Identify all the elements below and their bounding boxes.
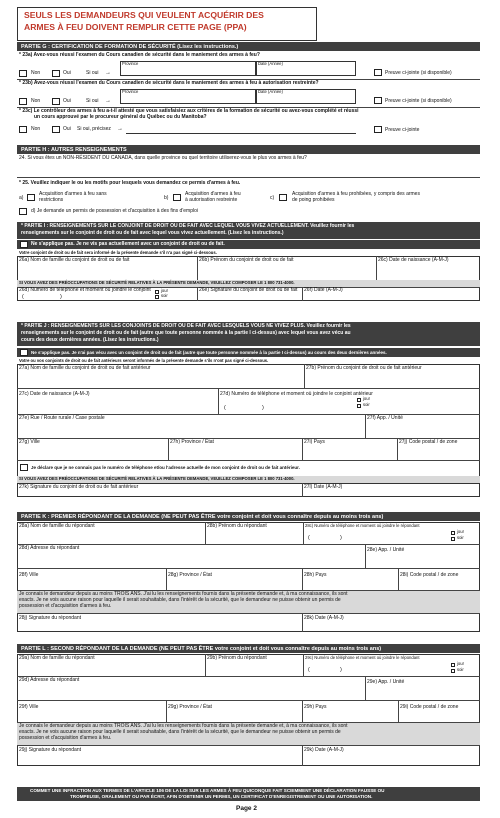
q23c-label-1: * 23c) Le contrôleur des armes à feu a-t-il attesté que vous satisfaisiez aux critères de la formation de sécurité ou avez-vous complété et réussi [19,108,359,114]
f26f-label: 26f) Date (A-M-J) [304,287,343,293]
q23b-province-field[interactable] [120,89,256,104]
part-k-statement-2: exacts. Je ne vois aucune raison pour laquelle il serait souhaitable, dans l'intérêt de la sécurité, que le demandeur ne puisse obtenir un permis de [19,597,341,603]
f27d-phone-paren-close: ) [262,405,264,411]
q25-label: * 25. Veuillez indiquer le ou les motifs pour lesquels vous demandez ce permis d'armes à feu. [19,180,241,186]
f29c-phone-paren-open: ( [308,667,310,673]
f27d-jour-label: jour [363,396,370,401]
q23b-oui-label: Oui [63,98,71,104]
f29b-label: 29b) Prénom du répondant [207,655,267,661]
page-header [17,7,317,41]
q23a-province-field[interactable] [120,61,256,76]
q25c-text-2: de poing prohibées [292,197,335,203]
f29c-soir-checkbox[interactable] [451,669,455,673]
part-i-na-label: Ne s'applique pas. Je ne vis pas actuellement avec un conjoint de droit ou de fait. [31,241,225,247]
f28b-label: 28b) Prénom du répondant [207,523,267,529]
part-k-statement-3: possession et d'acquisition d'armes à feu. [19,603,112,609]
q25b-text-1: Acquisition d'armes à feu [185,191,241,197]
part-g-header: PARTIE G : CERTIFICATION DE FORMATION DE SÉCURITÉ (Lisez les instructions.) [17,42,480,51]
f29d-label: 29d) Adresse du répondant [19,677,80,683]
part-j-header-2: renseignements sur le conjoint de droit ou de fait (autre que toute personne nommée à la partie I ci-dessus) avec lequel vous avez vécu au [21,330,351,336]
f29i-label: 29i) Code postal / de zone [400,704,459,710]
page-number: Page 2 [236,805,257,812]
part-l-statement-1: Je connais le demandeur depuis au moins TROIS ANS. J'ai lu les renseignements fournis dans la présente demande et, à ma connaissance, ils sont [19,723,348,729]
q23b-non-label: Non [31,98,41,104]
part-l-header: PARTIE L : SECOND RÉPONDANT DE LA DEMANDE (NE PEUT PAS ÊTRE votre conjoint et doit vous connaître depuis au moins trois ans) [17,644,480,653]
f27i-label: 27i) Pays [304,439,325,445]
part-k-statement-1: Je connais le demandeur depuis au moins TROIS ANS. J'ai lu les renseignements fournis dans la présente demande et, à ma connaissance, ils sont [19,591,348,597]
part-j-header-3: cours des deux dernières années. (Lisez les instructions.) [21,337,159,343]
q25c-letter: c) [270,195,275,201]
f28k-label: 28k) Date (A-M-J) [304,615,344,621]
f26d-jour-label: jour [161,288,168,293]
f27l-label: 27l) Date (A-M-J) [304,484,343,490]
f29c-label: 29c) Numéro de téléphone et moment où joindre le répondant [305,655,420,660]
part-j-inform: Votre ou vos conjoints de droit ou de fait antérieurs seront informés de la présente demande s'ils n'ont pas signé ci-dessous. [19,358,269,363]
f29c-soir-label: soir [457,667,464,672]
f27g-label: 27g) Ville [19,439,40,445]
q23b-date-label: Date (Année) [258,89,283,94]
f28a-label: 28a) Nom de famille du répondant [19,523,95,529]
f29a-label: 29a) Nom de famille du répondant [19,655,95,661]
q23c-oui-label: Oui [63,126,71,132]
f28c-label: 28c) Numéro de téléphone et moment où joindre le répondant [305,523,420,528]
q23c-non-checkbox[interactable] [19,126,27,133]
f29f-label: 29f) Ville [19,704,39,710]
q23a-province-label: Province [122,61,139,66]
f28f-label: 28f) Ville [19,572,39,578]
f29k-label: 29k) Date (A-M-J) [304,747,344,753]
part-i-inform: Votre conjoint de droit ou de fait sera informé de la présente demande s'il n'a pas signé ci-dessous. [19,250,217,255]
part-i-header: * PARTIE I : RENSEIGNEMENTS SUR LE CONJOINT DE DROIT OU DE FAIT AVEC LEQUEL VOUS VIVEZ ACTUELLEMENT. Veuillez fournir les [21,223,355,229]
footer-warning-1: COMMET UNE INFRACTION AUX TERMES DE L'ARTICLE 106 DE LA LOI SUR LES ARMES À FEU QUICONQUE FAIT SCIEMMENT UNE DÉCLARATION FAUSSE OU [30,788,385,793]
part-l-statement-3: possession et d'acquisition d'armes à feu. [19,735,112,741]
f26d-label: 26d) Numéro de téléphone et moment où joindre le conjoint [19,287,151,293]
part-j-safety: SI VOUS AVEZ DES PRÉOCCUPATIONS DE SÉCURITÉ RELATIVES À LA PRÉSENTE DEMANDE, VEUILLEZ COMPOSER LE 1 800 731-4000. [19,476,295,481]
q23c-preuve-checkbox[interactable] [374,126,382,133]
part-j-na-label: Ne s'applique pas. Je n'ai pas vécu avec un conjoint de droit ou de fait (autre que toute personne nommée à la partie I ci-dessus) au cours des deux dernières années. [31,350,387,355]
footer-warning-2: TROMPEUSE, ORALEMENT OU PAR ÉCRIT, AFIN D'OBTENIR UN PERMIS, UN CERTIFICAT D'ENREGISTREMENT OU UNE AUTORISATION. [70,794,373,799]
f26d-soir-checkbox[interactable] [155,295,159,299]
q23b-preuve-checkbox[interactable] [374,97,382,104]
q23a-non-label: Non [31,70,41,76]
f27d-phone-paren-open: ( [224,405,226,411]
q25a-text-2: restrictions [39,197,64,203]
f29g-label: 29g) Province / État [168,704,212,710]
part-i-na-checkbox[interactable] [20,241,28,248]
q23a-si-oui: Si oui [86,70,99,76]
f26d-soir-label: soir [161,293,168,298]
q23a-date-label: Date (Année) [258,61,283,66]
part-j-na-checkbox[interactable] [20,349,28,356]
f27k-label: 27k) Signature du conjoint de droit ou de fait antérieur [19,484,139,490]
f27-declare-label: Je déclare que je ne connais pas le numéro de téléphone et/ou l'adresse actuelle de mon conjoint de droit ou de fait antérieur. [31,465,300,470]
q23c-si-oui-precisez: Si oui, précisez [77,126,111,132]
f26b-label: 26b) Prénom du conjoint de droit ou de fait [199,257,294,263]
f27h-label: 27h) Province / État [170,439,214,445]
q23a-label: * 23a) Avez-vous réussi l'examen du Cours canadien de sécurité dans le maniement des armes à feu? [19,52,260,58]
q23b-label: * 23b) Avez-vous réussi l'examen du Cours canadien de sécurité dans le maniement des armes à feu à autorisation restreinte? [19,80,319,86]
q23a-oui-checkbox[interactable] [52,70,60,77]
f29h-label: 29h) Pays [304,704,327,710]
q23c-preuve-label: Preuve ci-jointe [385,127,420,133]
q25a-checkbox[interactable] [27,194,35,201]
part-i-header-2: renseignements sur le conjoint de droit ou de fait avec lequel vous vivez actuellement. (Lisez les instructions.) [21,230,284,236]
q25b-text-2: à autorisation restreinte [185,197,238,203]
part-h-header: PARTIE H : AUTRES RENSEIGNEMENTS [17,145,480,154]
part-i-safety: SI VOUS AVEZ DES PRÉOCCUPATIONS DE SÉCURITÉ RELATIVES À LA PRÉSENTE DEMANDE, VEUILLEZ COMPOSER LE 1 800 731-4000. [19,280,295,285]
part-k-header: PARTIE K : PREMIER RÉPONDANT DE LA DEMANDE (NE PEUT PAS ÊTRE votre conjoint et doit vous connaître depuis au moins trois ans) [17,512,480,521]
arrow-icon: → [105,98,111,104]
f29c-jour-checkbox[interactable] [451,663,455,667]
q24-label: 24. Si vous êtes un NON-RÉSIDENT DU CANADA, dans quelle province ou quel territoire utiliserez-vous le plus vos armes à feu? [19,155,307,161]
q23b-province-label: Province [122,89,139,94]
q25c-checkbox[interactable] [279,194,287,201]
f28c-jour-checkbox[interactable] [451,531,455,535]
q25d-text: d) Je demande un permis de possession et d'acquisition à des fins d'emploi [31,208,199,214]
f27j-label: 27j) Code postal / de zone [399,439,458,445]
f27-declare-checkbox[interactable] [20,464,28,471]
q23c-non-label: Non [31,126,41,132]
q23a-non-checkbox[interactable] [19,70,27,77]
q25a-text-1: Acquisition d'armes à feu sans [39,191,107,197]
f29j-label: 29j) Signature du répondant [19,747,81,753]
title-line-1: SEULS LES DEMANDEURS QUI VEULENT ACQUÉRIR DES [24,10,264,20]
f29e-label: 29e) App. / Unité [367,679,405,685]
title-line-2: ARMES À FEU DOIVENT REMPLIR CETTE PAGE (PPA) [24,21,247,32]
f28j-label: 28j) Signature du répondant [19,615,81,621]
q23c-label-2: un cours approuvé par le procureur général du Québec ou du Manitoba? [34,114,207,120]
f26d-phone-paren-close: ) [60,294,62,300]
q25c-text-1: Acquisition d'armes à feu prohibées, y compris des armes [292,191,420,197]
f26d-phone-paren-open: ( [22,294,24,300]
f29c-jour-label: jour [457,661,464,666]
q23c-precisez-field[interactable] [126,133,356,134]
f27c-label: 27c) Date de naissance (A-M-J) [19,391,90,397]
f27d-soir-checkbox[interactable] [357,404,361,408]
q23b-preuve-label: Preuve ci-jointe (si disponible) [385,98,452,104]
f28e-label: 28e) App. / Unité [367,547,405,553]
f27d-label: 27d) Numéro de téléphone et moment où joindre le conjoint antérieur [220,391,373,397]
f27b-label: 27b) Prénom du conjoint de droit ou de fait antérieur [306,365,422,371]
f26c-label: 26c) Date de naissance (A-M-J) [378,257,449,263]
f28h-label: 28h) Pays [304,572,327,578]
f28g-label: 28g) Province / État [168,572,212,578]
f26a-label: 26a) Nom de famille du conjoint de droit ou de fait [19,257,130,263]
f27d-jour-checkbox[interactable] [357,398,361,402]
f27d-soir-label: soir [363,402,370,407]
f27a-label: 27a) Nom de famille du conjoint de droit ou de fait antérieur [19,365,151,371]
f27e-label: 27e) Rue / Route rurale / Case postale [19,415,105,421]
f26e-label: 26e) Signature du conjoint de droit ou de fait [199,287,298,293]
q25d-checkbox[interactable] [19,208,27,215]
f28c-phone-paren-close: ) [340,535,342,541]
arrow-icon: → [117,126,123,132]
part-l-statement-2: exacts. Je ne vois aucune raison pour laquelle il serait souhaitable, dans l'intérêt de la sécurité, que le demandeur ne puisse obtenir un permis de [19,729,341,735]
f28c-jour-label: jour [457,529,464,534]
q23b-oui-checkbox[interactable] [52,98,60,105]
arrow-icon: → [105,70,111,76]
q25a-letter: a) [19,195,24,201]
q23b-si-oui: Si oui [86,98,99,104]
q23a-preuve-checkbox[interactable] [374,69,382,76]
f28d-label: 28d) Adresse du répondant [19,545,80,551]
q23a-oui-label: Oui [63,70,71,76]
f28c-soir-checkbox[interactable] [451,537,455,541]
q25b-checkbox[interactable] [173,194,181,201]
f28c-phone-paren-open: ( [308,535,310,541]
f27f-label: 27f) App. / Unité [367,415,403,421]
q25b-letter: b) [164,195,169,201]
f26d-jour-checkbox[interactable] [155,290,159,294]
f28i-label: 28i) Code postal / de zone [400,572,459,578]
part-j-header: * PARTIE J : RENSEIGNEMENTS SUR LES CONJOINTS DE DROIT OU DE FAIT AVEC LESQUELS VOUS NE VIVEZ PLUS. Veuillez fournir les [21,323,351,329]
q23c-oui-checkbox[interactable] [52,126,60,133]
q23b-non-checkbox[interactable] [19,98,27,105]
f29c-phone-paren-close: ) [340,667,342,673]
q23a-preuve-label: Preuve ci-jointe (si disponible) [385,70,452,76]
f28c-soir-label: soir [457,535,464,540]
